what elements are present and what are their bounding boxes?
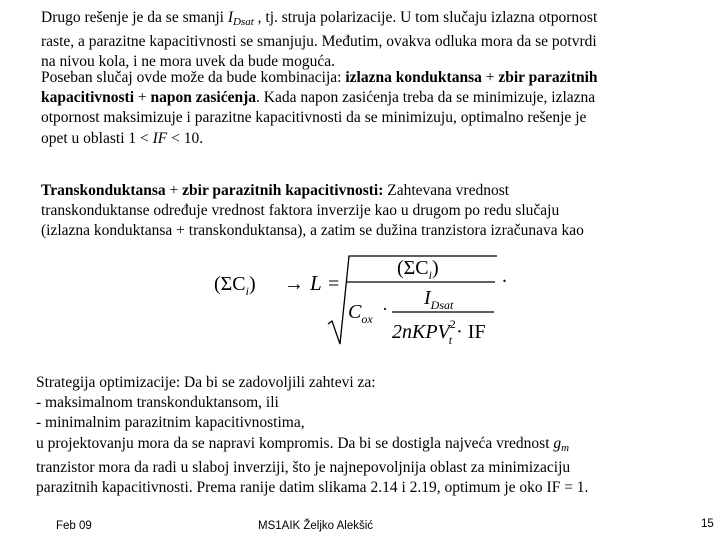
text-line: parazitnih kapacitivnosti. Prema ranije datim slikama 2.14 i 2.19, optimum je oko IF = 1.	[36, 479, 589, 497]
var-g: g	[553, 434, 562, 452]
formula-period: .	[502, 265, 507, 287]
bold-term: Transkonduktansa	[41, 182, 166, 199]
text-line: tranzistor mora da radi u slaboj inverziji, što je najnepovoljnija oblast za minimizaciju	[36, 458, 571, 476]
text-run: +	[481, 69, 499, 86]
length-formula	[212, 252, 512, 372]
equals-sign: =	[328, 273, 340, 295]
paragraph-transconductance	[41, 181, 584, 242]
list-item: - maksimalnom transkonduktansom, ili	[36, 394, 279, 412]
arrow-symbol: →	[284, 273, 304, 295]
text-run: +	[134, 89, 151, 107]
text-run: . Kada napon zasićenja treba da se minimizuje, izlazna	[256, 89, 596, 107]
paragraph-optimization-strategy	[36, 373, 588, 498]
text-line: raste, a parazitne kapacitivnosti se smanjuju. Međutim, ovakva odluka mora da se potvrdi	[41, 33, 597, 51]
text-run: Zahtevana vrednost	[383, 182, 510, 199]
formula-denominator: 2nKPV$^2$ t · IF	[392, 317, 486, 347]
formula-dot: ·	[382, 299, 388, 319]
var-if: IF	[152, 129, 168, 147]
text-run: Drugo rešenje je da se smanji	[41, 9, 228, 26]
formula-numerator: $(\Sigma C_i)$	[397, 257, 439, 282]
bold-term: zbir parazitnih kapacitivnosti:	[182, 182, 384, 199]
page-number: 15	[701, 518, 714, 530]
paragraph-reduce-current	[41, 8, 597, 73]
bold-term: izlazna konduktansa	[345, 69, 482, 86]
text-run: Poseban slučaj ovde može da bude kombinacija:	[41, 69, 346, 86]
var-sub-m: m	[561, 441, 570, 454]
footer-date: Feb 09	[56, 520, 92, 532]
bold-term: napon zasićenja	[150, 89, 257, 107]
text-run: , tj. struja polarizacije. U tom slučaju izlazna otpornost	[253, 9, 598, 26]
text-line: transkonduktanse određuje vrednost faktora inverzije kao u drugom po redu slučaju	[41, 202, 560, 220]
text-run: u projektovanju mora da se napravi kompromis. Da bi se dostigla najveća vrednost	[36, 434, 554, 452]
text-line: otpornost maksimizuje i parazitne kapacitivnosti da se minimizuju, optimalno rešenje je	[41, 109, 587, 127]
text-run: opet u oblasti 1 <	[41, 129, 153, 147]
var-sub-dsat: Dsat	[232, 16, 254, 28]
formula-lhs: $(\Sigma C_i)$	[214, 273, 256, 298]
text-line: Strategija optimizacije: Da bi se zadovoljili zahtevi za:	[36, 374, 376, 391]
bold-term: kapacitivnosti	[41, 89, 135, 107]
text-line: na nivou kola, i ne mora uvek da bude moguća.	[41, 53, 335, 71]
bold-term: zbir parazitnih	[498, 69, 598, 86]
var-i: I	[227, 9, 233, 26]
text-run: +	[165, 182, 183, 199]
formula-idsat: $I_{Dsat}$	[424, 287, 454, 312]
text-run: < 10.	[167, 129, 204, 147]
paragraph-special-case	[41, 68, 598, 149]
text-line: (izlazna konduktansa + transkonduktansa), a zatim se dužina tranzistora izračunava kao	[41, 222, 584, 240]
list-item: - minimalnim parazitnim kapacitivnostima,	[36, 414, 305, 432]
formula-cox: $C_{ox}$	[348, 301, 373, 326]
formula-l: L	[310, 271, 322, 295]
footer-course-author: MS1AIK Željko Alekšić	[258, 520, 374, 532]
